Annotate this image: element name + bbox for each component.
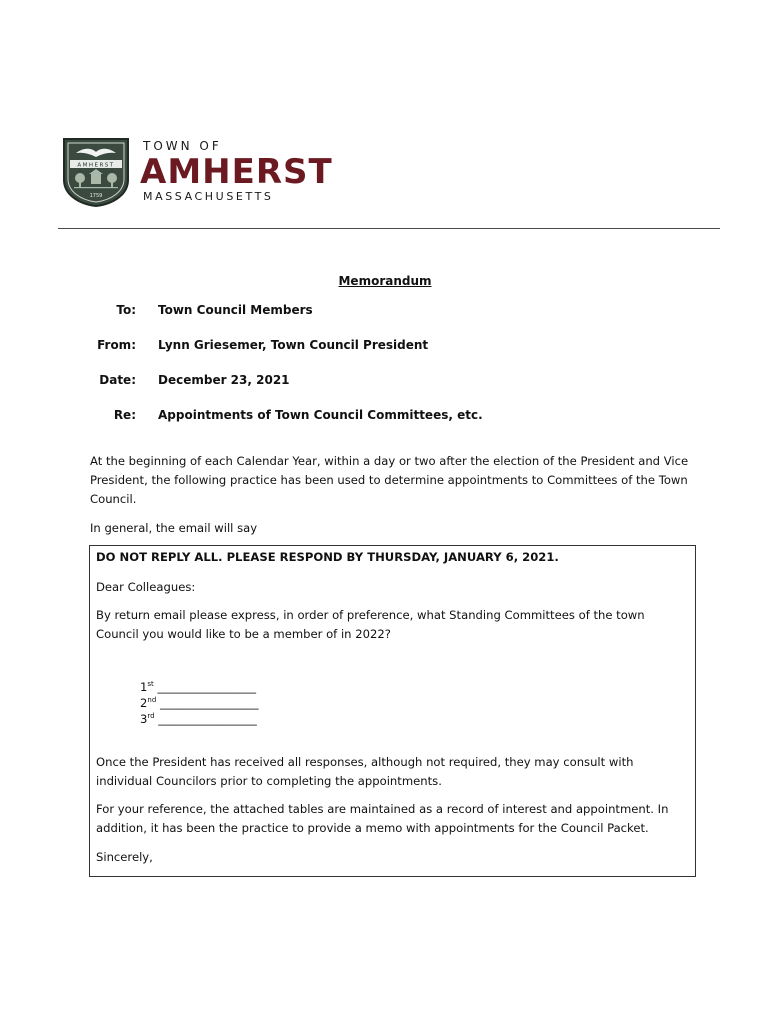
letterhead-state: MASSACHUSETTS — [143, 190, 274, 203]
letterhead-town-name: AMHERST — [140, 152, 333, 192]
letterhead-town-of: TOWN OF — [143, 139, 222, 153]
choice-third — [140, 707, 257, 728]
email-request: By return email please express, in order of preference, what Standing Committees of the town Council you would like to be a member of in 2022? — [96, 608, 645, 641]
date-label: Date: — [99, 373, 136, 387]
email-greeting: Dear Colleagues: — [96, 580, 196, 594]
email-paragraph-responses: Once the President has received all responses, although not required, they may consult with individual Councilors prior to completing the appointments. — [96, 755, 634, 788]
email-heading: DO NOT REPLY ALL. PLEASE RESPOND BY THURSDAY, JANUARY 6, 2021. — [96, 550, 559, 564]
re-label: Re: — [113, 408, 136, 422]
seal-lettering: AMHERST — [77, 162, 115, 169]
to-label: To: — [116, 303, 136, 317]
intro-paragraph: At the beginning of each Calendar Year, within a day or two after the election of the President and Vice President, the following practice has been used to determine appointments to Committees of the Town Council. — [90, 454, 689, 506]
choice-second-num: 2 — [140, 695, 148, 710]
from-label: From: — [97, 338, 136, 352]
seal-year: 1759 — [89, 193, 103, 199]
choice-second-blank: _________________ — [159, 695, 259, 710]
choice-first-blank: _________________ — [157, 679, 257, 694]
lead-paragraph: In general, the email will say — [90, 521, 258, 535]
date-value: December 23, 2021 — [158, 373, 290, 387]
memo-title — [0, 274, 770, 288]
choice-third-suffix: rd — [147, 712, 155, 720]
choice-first-suffix: st — [147, 680, 154, 688]
to-value: Town Council Members — [158, 303, 313, 317]
email-paragraph-reference: For your reference, the attached tables are maintained as a record of interest and appointment. In addition, it has been the practice to provide a memo with appointments for the Council Packet. — [96, 802, 669, 835]
email-closing: Sincerely, — [96, 850, 153, 864]
choice-second-suffix: nd — [147, 696, 157, 704]
memo-title-text: Memorandum — [338, 274, 432, 288]
header-divider — [58, 228, 720, 229]
choice-first-num: 1 — [140, 679, 148, 694]
choice-third-blank: _________________ — [158, 711, 257, 726]
choice-third-num: 3 — [140, 711, 148, 726]
from-value: Lynn Griesemer, Town Council President — [158, 338, 429, 352]
re-value: Appointments of Town Council Committees, etc. — [158, 408, 483, 422]
town-seal-logo — [60, 136, 132, 208]
